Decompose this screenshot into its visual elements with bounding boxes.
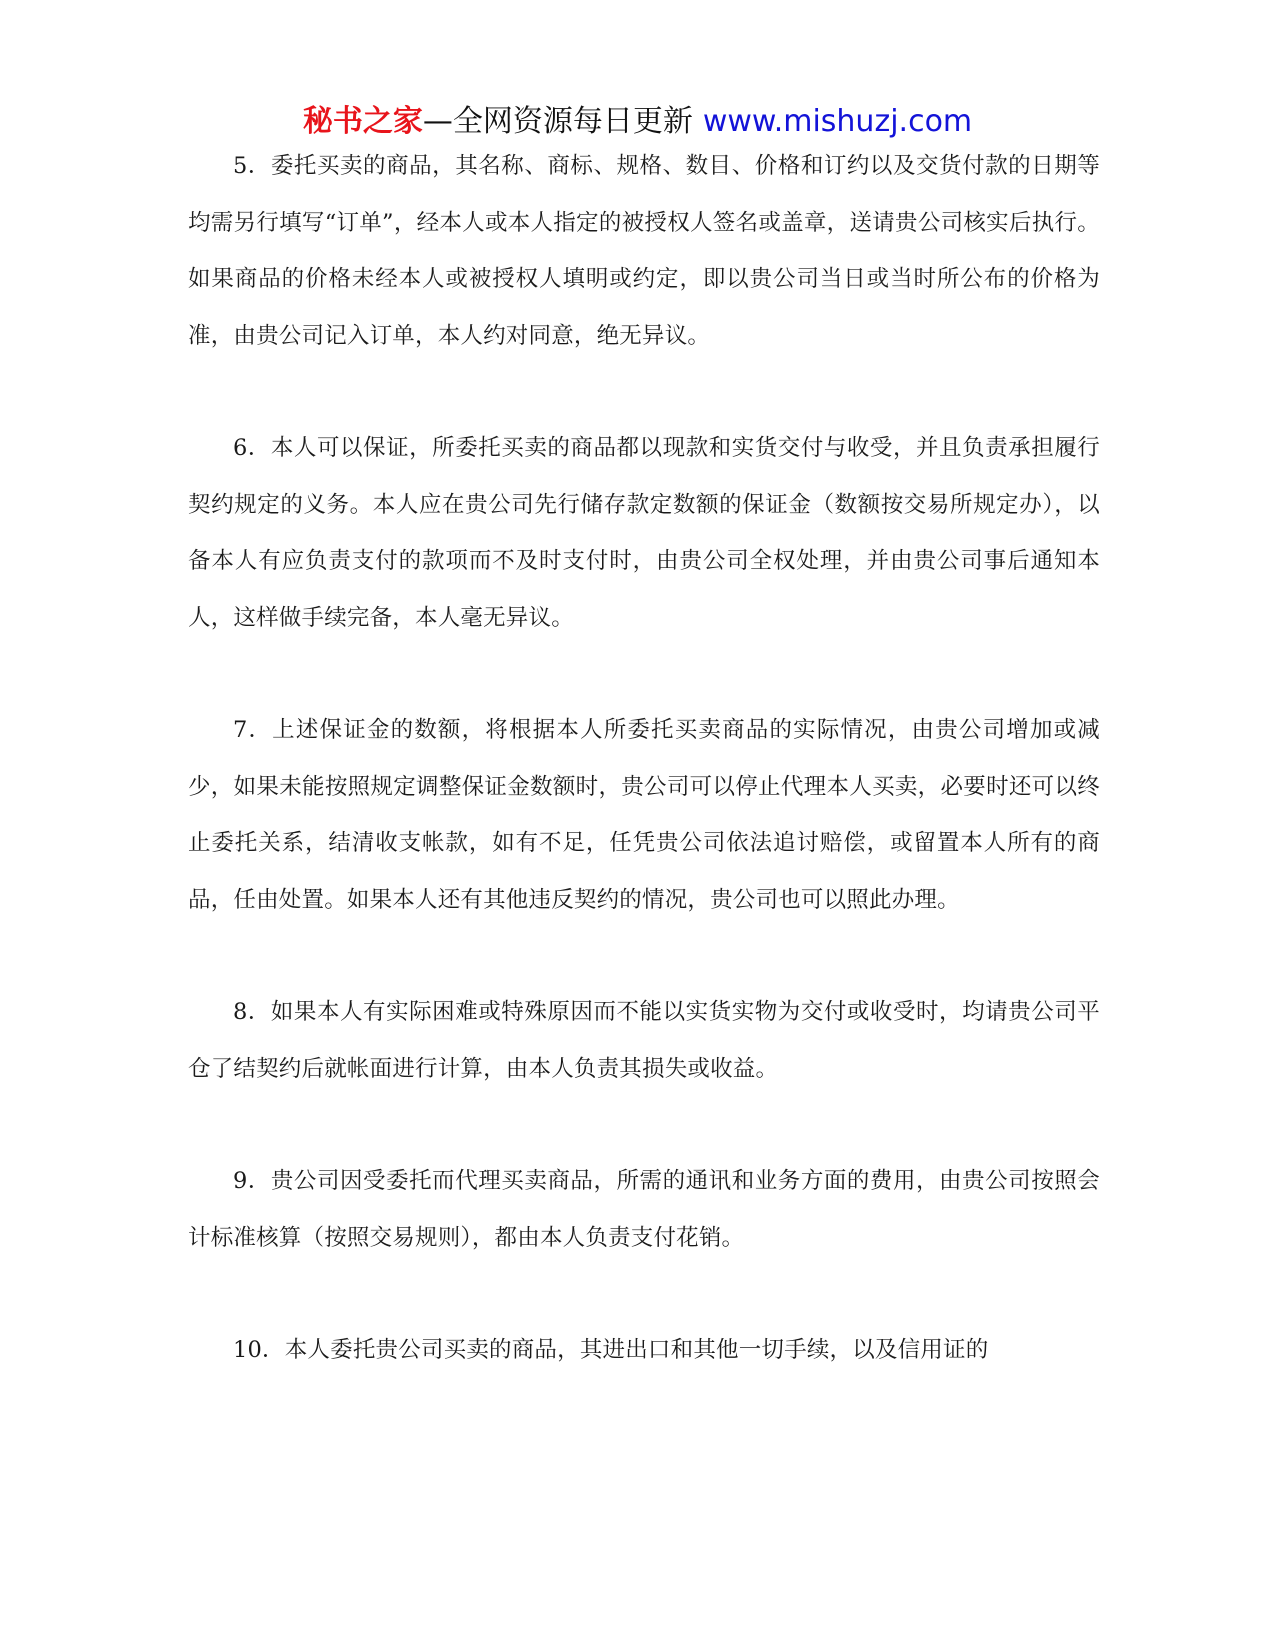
clause-6: 6．本人可以保证，所委托买卖的商品都以现款和实货交付与收受，并且负责承担履行契约规定的义务。本人应在贵公司先行储存款定数额的保证金（数额按交易所规定办），以备本人有应负责支付的款项而不及时支付时，由贵公司全权处理，并由贵公司事后通知本人，这样做手续完备，本人毫无异议。 [188, 435, 1100, 631]
document-body [188, 138, 1100, 1435]
clause-7: 7．上述保证金的数额，将根据本人所委托买卖商品的实际情况，由贵公司增加或减少，如果未能按照规定调整保证金数额时，贵公司可以停止代理本人买卖，必要时还可以终止委托关系，结清收支帐款，如有不足，任凭贵公司依法追讨赔偿，或留置本人所有的商品，任由处置。如果本人还有其他违反契约的情况，贵公司也可以照此办理。 [188, 717, 1100, 913]
clause-10: 10．本人委托贵公司买卖的商品，其进出口和其他一切手续，以及信用证的 [233, 1337, 989, 1363]
clause-8: 8．如果本人有实际困难或特殊原因而不能以实货实物为交付或收受时，均请贵公司平仓了结契约后就帐面进行计算，由本人负责其损失或收益。 [188, 999, 1100, 1082]
header-brand: 秘书之家 [302, 104, 423, 139]
header-dash: — [422, 104, 453, 139]
header-slogan: 全网资源每日更新 [452, 104, 693, 139]
clause-9: 9．贵公司因受委托而代理买卖商品，所需的通讯和业务方面的费用，由贵公司按照会计标准核算（按照交易规则），都由本人负责支付花销。 [188, 1168, 1100, 1251]
clause-5: 5．委托买卖的商品，其名称、商标、规格、数目、价格和订约以及交货付款的日期等均需另行填写“订单”，经本人或本人指定的被授权人签名或盖章，送请贵公司核实后执行。如果商品的价格未经本人或被授权人填明或约定，即以贵公司当日或当时所公布的价格为准，由贵公司记入订单，本人约对同意，绝无异议。 [188, 153, 1100, 349]
header-url[interactable]: www.mishuzj.com [702, 104, 973, 139]
